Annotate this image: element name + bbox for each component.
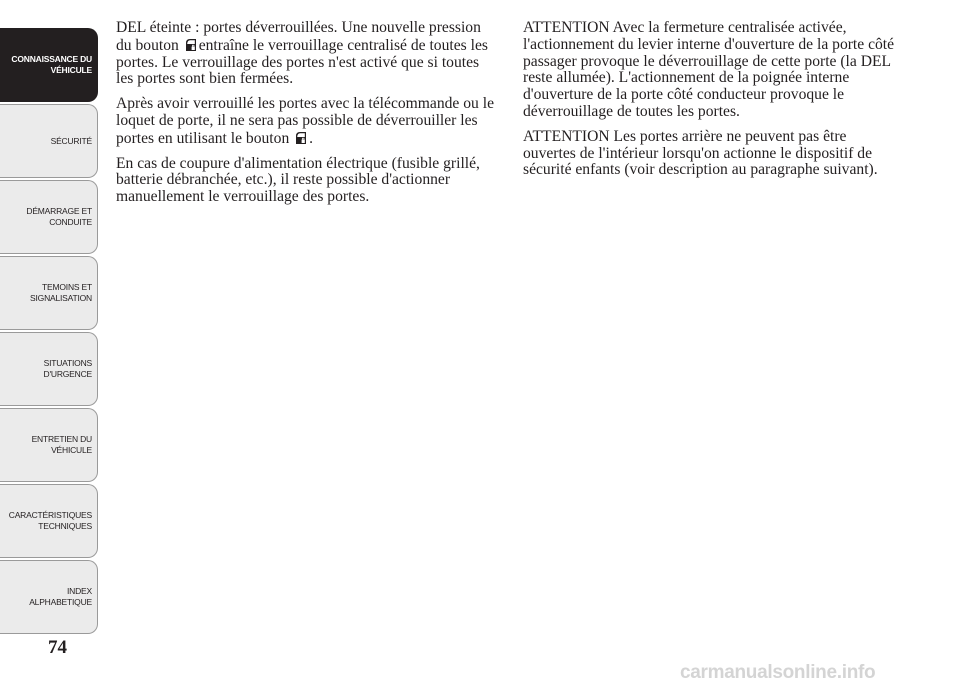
door-lock-icon <box>184 37 198 52</box>
tab-label: CARACTÉRISTIQUES TECHNIQUES <box>8 510 92 531</box>
page-number: 74 <box>48 637 67 658</box>
paragraph-text: DEL éteinte : portes déverrouillées. Une nouvelle pression du bouton <box>116 19 481 54</box>
tab-label: TEMOINS ET SIGNALISATION <box>30 282 92 303</box>
paragraph-text: entraîne le verrouillage centralisé de toutes les portes. Le verrouillage des portes n'est activé que si toutes les portes sont bien fermées. <box>116 36 488 88</box>
tab-label: CONNAISSANCE DU VÉHICULE <box>11 54 92 75</box>
tab-label: SÉCURITÉ <box>50 135 92 146</box>
tab-demarrage-et-conduite[interactable] <box>0 180 98 254</box>
tab-label: ENTRETIEN DU VÉHICULE <box>31 434 92 455</box>
tab-situations-d-urgence[interactable] <box>0 332 98 406</box>
section-sidebar <box>0 0 100 686</box>
tab-label: SITUATIONS D'URGENCE <box>43 358 92 379</box>
tab-securite[interactable] <box>0 104 98 178</box>
tab-entretien-du-vehicule[interactable] <box>0 408 98 482</box>
watermark: carmanualsonline.info <box>680 662 876 683</box>
left-column <box>116 20 496 214</box>
paragraph-power-failure: En cas de coupure d'alimentation électrique (fusible grillé, batterie débranchée, etc.), il reste possible d'actionner manuellement le verrouillage des portes. <box>116 154 480 206</box>
tab-connaissance-du-vehicule[interactable] <box>0 28 98 102</box>
paragraph-after-locking <box>116 96 496 147</box>
warning-child-safety: ATTENTION Les portes arrière ne peuvent pas être ouvertes de l'intérieur lorsqu'on actionne le dispositif de sécurité enfants (voir description au paragraphe suivant). <box>523 127 878 179</box>
paragraph-text: Après avoir verrouillé les portes avec la télécommande ou le loquet de porte, il ne sera pas possible de déverrouiller les portes en utilisant le bouton <box>116 95 494 147</box>
paragraph-led-off <box>116 20 496 88</box>
tab-label: INDEX ALPHABETIQUE <box>29 586 92 607</box>
tab-index-alphabetique[interactable] <box>0 560 98 634</box>
tab-label: DÉMARRAGE ET CONDUITE <box>26 206 92 227</box>
warning-central-locking: ATTENTION Avec la fermeture centralisée activée, l'actionnement du levier interne d'ouverture de la porte côté passager provoque le déverrouillage de cette porte (la DEL reste allumée). L'actionnement de la poignée interne d'ouverture de la porte côté conducteur provoque le déverrouillage de toutes les portes. <box>523 19 895 120</box>
tab-temoins-et-signalisation[interactable] <box>0 256 98 330</box>
tab-caracteristiques-techniques[interactable] <box>0 484 98 558</box>
paragraph-text: . <box>309 129 314 147</box>
door-lock-icon <box>294 130 308 145</box>
right-column <box>523 20 903 187</box>
